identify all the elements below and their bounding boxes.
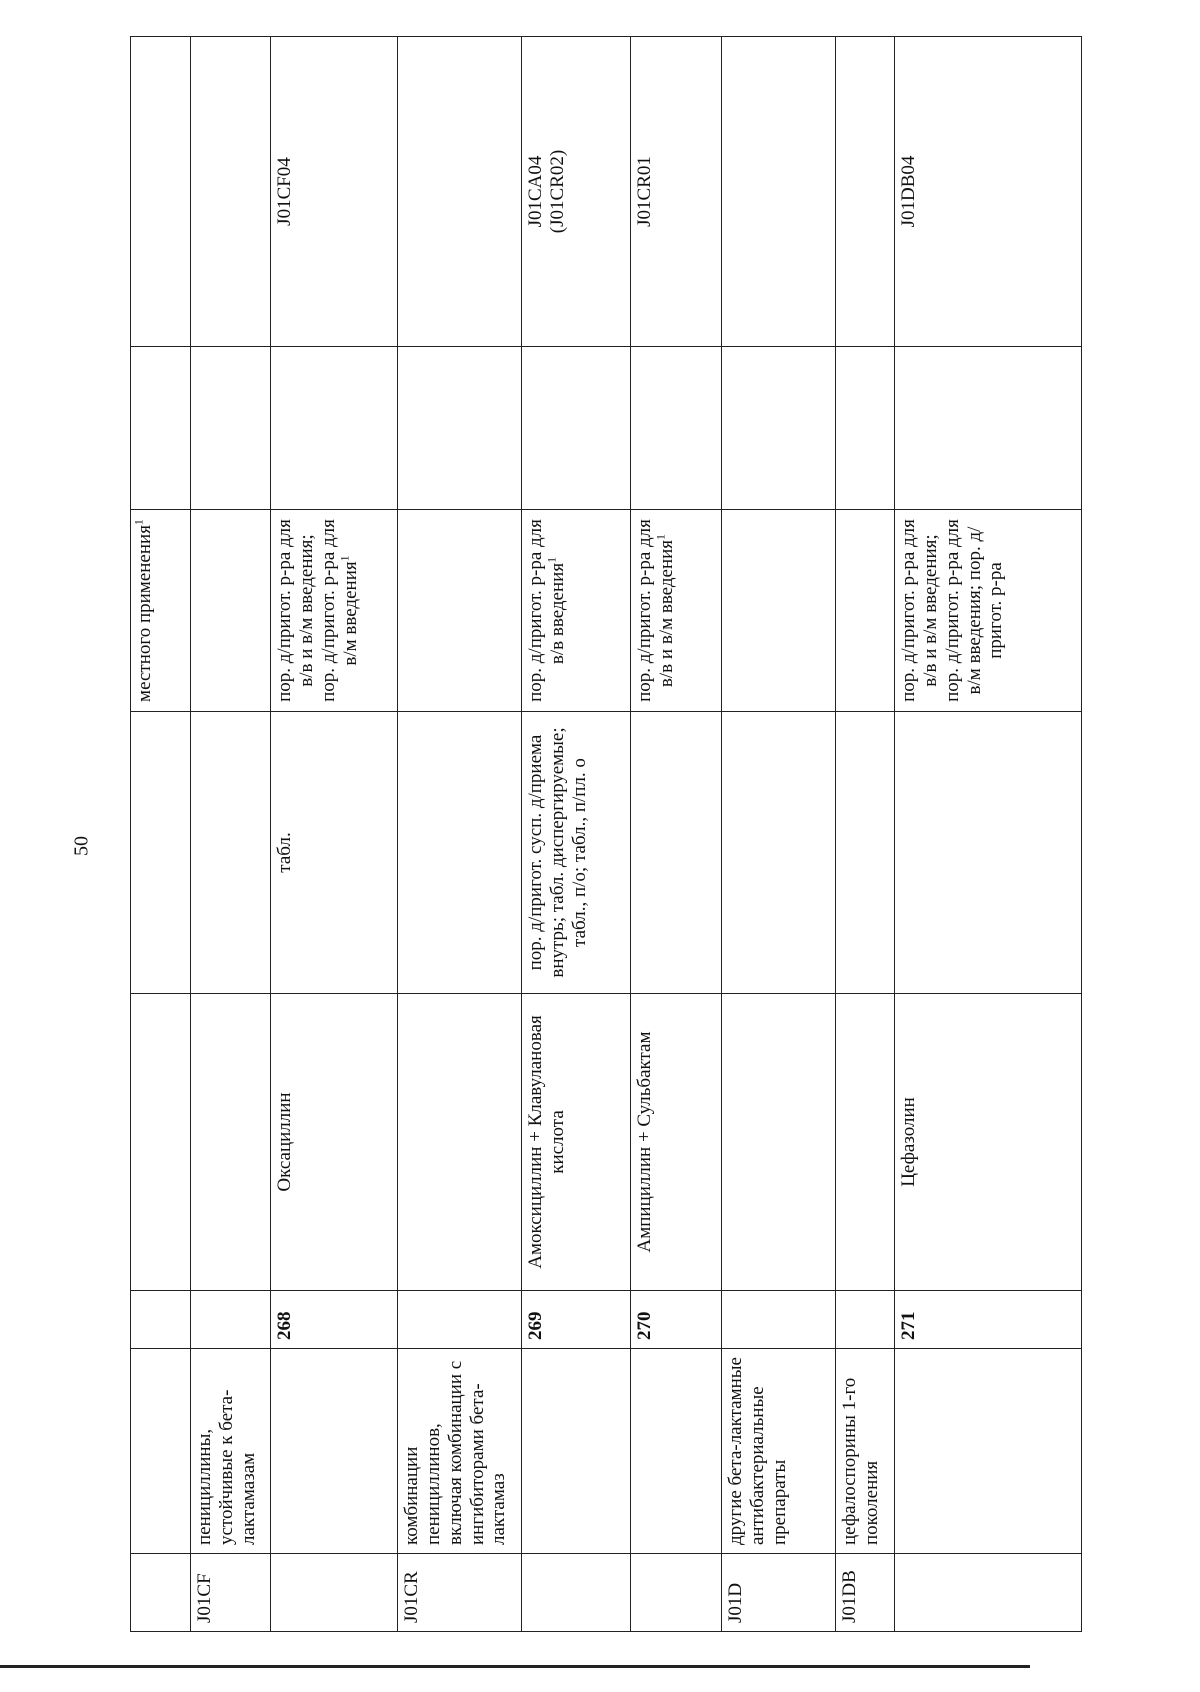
cell-extra bbox=[271, 347, 398, 510]
cell-name bbox=[191, 994, 271, 1291]
cell-code bbox=[398, 37, 522, 347]
cell-code: J01DB04 bbox=[895, 37, 1082, 347]
cell-num bbox=[398, 1291, 522, 1349]
drug-table bbox=[130, 36, 1082, 1632]
cell-num bbox=[191, 1291, 271, 1349]
drug-table-rotated bbox=[130, 37, 1081, 1632]
table-row bbox=[631, 37, 722, 1632]
cell-form bbox=[131, 712, 191, 994]
cell-atc: J01D bbox=[722, 1554, 836, 1632]
cell-extra bbox=[722, 347, 836, 510]
cell-dosage: пор. д/пригот. р-ра для в/в и в/м введения; пор. д/пригот. р-ра для в/м введения; пор. д/пригот. р-ра bbox=[895, 510, 1082, 712]
cell-code: J01CR01 bbox=[631, 37, 722, 347]
cell-extra bbox=[836, 347, 895, 510]
cell-group: другие бета-лактамные антибактериальные препараты bbox=[722, 1349, 836, 1554]
cell-atc bbox=[522, 1554, 631, 1632]
cell-form bbox=[631, 712, 722, 994]
cell-extra bbox=[895, 347, 1082, 510]
table-row bbox=[271, 37, 398, 1632]
cell-extra bbox=[131, 347, 191, 510]
table-row bbox=[722, 37, 836, 1632]
cell-name bbox=[131, 994, 191, 1291]
cell-atc bbox=[631, 1554, 722, 1632]
cell-group: пенициллины, устойчивые к бета-лактамазам bbox=[191, 1349, 271, 1554]
cell-form bbox=[836, 712, 895, 994]
cell-num: 270 bbox=[631, 1291, 722, 1349]
cell-num: 271 bbox=[895, 1291, 1082, 1349]
cell-num: 268 bbox=[271, 1291, 398, 1349]
cell-form bbox=[191, 712, 271, 994]
cell-name: Амоксициллин + Клавулановая кислота bbox=[522, 994, 631, 1291]
table-row bbox=[398, 37, 522, 1632]
table-row bbox=[522, 37, 631, 1632]
table-row bbox=[836, 37, 895, 1632]
page-number: 50 bbox=[70, 836, 93, 856]
cell-dosage bbox=[191, 510, 271, 712]
cell-num bbox=[836, 1291, 895, 1349]
cell-extra bbox=[191, 347, 271, 510]
cell-group: цефалоспорины 1-го поколения bbox=[836, 1349, 895, 1554]
cell-atc bbox=[271, 1554, 398, 1632]
cell-num bbox=[131, 1291, 191, 1349]
cell-form: табл. bbox=[271, 712, 398, 994]
cell-code bbox=[722, 37, 836, 347]
cell-code: J01CA04 (J01CR02) bbox=[522, 37, 631, 347]
cell-extra bbox=[631, 347, 722, 510]
cell-code bbox=[131, 37, 191, 347]
cell-code bbox=[836, 37, 895, 347]
cell-dosage bbox=[836, 510, 895, 712]
cell-form bbox=[398, 712, 522, 994]
cell-dosage: пор. д/пригот. р-ра для в/в и в/м введения; пор. д/пригот. р-ра для в/м введения$^1$ bbox=[271, 510, 398, 712]
cell-dosage bbox=[398, 510, 522, 712]
cell-dosage: пор. д/пригот. р-ра для в/в и в/м введения$^1$ bbox=[631, 510, 722, 712]
cell-name: Оксациллин bbox=[271, 994, 398, 1291]
cell-group bbox=[631, 1349, 722, 1554]
cell-atc bbox=[895, 1554, 1082, 1632]
cell-code bbox=[191, 37, 271, 347]
cell-group bbox=[271, 1349, 398, 1554]
cell-extra bbox=[522, 347, 631, 510]
table-row bbox=[191, 37, 271, 1632]
cell-form: пор. д/пригот. сусп. д/приема внутрь; табл. диспергируемые; табл., п/о; табл., п/пл. о bbox=[522, 712, 631, 994]
cell-name bbox=[398, 994, 522, 1291]
cell-name bbox=[836, 994, 895, 1291]
scan-edge-line bbox=[0, 1665, 1030, 1668]
cell-atc: J01CF bbox=[191, 1554, 271, 1632]
cell-extra bbox=[398, 347, 522, 510]
cell-form bbox=[722, 712, 836, 994]
cell-atc bbox=[131, 1554, 191, 1632]
table-row bbox=[895, 37, 1082, 1632]
cell-form bbox=[895, 712, 1082, 994]
cell-code: J01CF04 bbox=[271, 37, 398, 347]
table-row-header-continuation bbox=[131, 37, 191, 1632]
cell-atc: J01DB bbox=[836, 1554, 895, 1632]
cell-group bbox=[522, 1349, 631, 1554]
cell-dosage: пор. д/пригот. р-ра для в/в введения$^1$ bbox=[522, 510, 631, 712]
cell-name: Ампициллин + Сульбактам bbox=[631, 994, 722, 1291]
cell-atc: J01CR bbox=[398, 1554, 522, 1632]
cell-name: Цефазолин bbox=[895, 994, 1082, 1291]
cell-dosage-header: местного применения$^1$ bbox=[131, 510, 191, 712]
cell-group bbox=[131, 1349, 191, 1554]
cell-name bbox=[722, 994, 836, 1291]
cell-group: комбинации пенициллинов, включая комбинации с ингибиторами бета-лактамаз bbox=[398, 1349, 522, 1554]
cell-group bbox=[895, 1349, 1082, 1554]
cell-dosage bbox=[722, 510, 836, 712]
cell-num bbox=[722, 1291, 836, 1349]
cell-num: 269 bbox=[522, 1291, 631, 1349]
